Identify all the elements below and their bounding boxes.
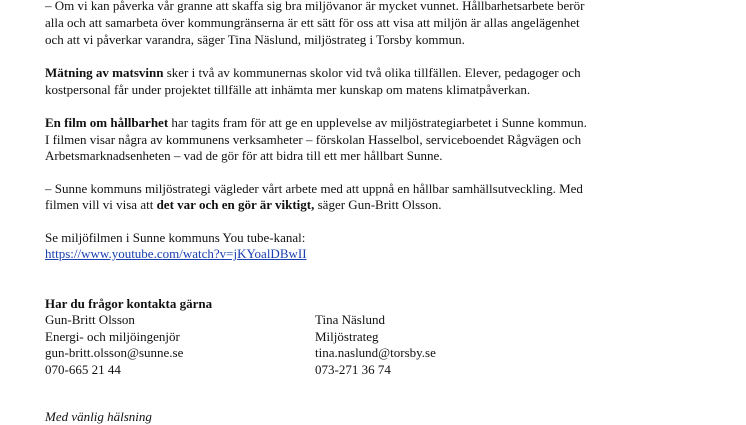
paragraph-4-line-2-pre: filmen vill vi visa att (45, 197, 157, 212)
contact-heading-text: Har du frågor kontakta gärna (45, 296, 213, 311)
paragraph-1-line-3: och att vi påverkar varandra, säger Tina Näslund, miljöstrateg i Torsby kommun. (45, 32, 465, 47)
youtube-film-link[interactable]: https://www.youtube.com/watch?v=jKYoalDBwII (45, 246, 307, 261)
paragraph-3-line-3: Arbetsmarknadsenheten – vad de gör för att bidra till ett mer hållbart Sunne. (45, 148, 443, 163)
paragraph-4-line-2 (45, 197, 441, 213)
paragraph-3-line-1 (45, 115, 587, 131)
contact-left-phone: 070-665 21 44 (45, 362, 121, 377)
closing-greeting: Med vänlig hälsning (45, 409, 152, 424)
paragraph-3-bold-lead: En film om hållbarhet (45, 115, 169, 130)
contact-right-name: Tina Näslund (315, 312, 385, 327)
paragraph-1-line-1: – Om vi kan påverka vår granne att skaffa sig bra miljövanor är mycket vunnet. Hållbarhetsarbete berör (45, 0, 585, 13)
contact-left-email: gun-britt.olsson@sunne.se (45, 345, 184, 360)
paragraph-3-line-2: I filmen visar några av kommunens verksamheter – förskolan Hasselbol, serviceboendet Rågvägen och (45, 132, 582, 147)
contact-left-name: Gun-Britt Olsson (45, 312, 135, 327)
paragraph-4-line-1: – Sunne kommuns miljöstrategi vägleder vårt arbete med att uppnå en hållbar samhällsutveckling. Med (45, 181, 583, 196)
paragraph-4-line-2-post: säger Gun-Britt Olsson. (314, 197, 442, 212)
paragraph-2-bold-lead: Mätning av matsvinn (45, 65, 164, 80)
contact-left-title: Energi- och miljöingenjör (45, 329, 180, 344)
paragraph-2-line-1 (45, 65, 581, 81)
contact-right-title: Miljöstrateg (315, 329, 379, 344)
contact-heading (45, 296, 212, 312)
film-link-line (45, 246, 307, 262)
film-intro-text: Se miljöfilmen i Sunne kommuns You tube-kanal: (45, 230, 306, 245)
paragraph-1-line-2: alla och att samarbeta över kommungränserna är ett sätt för oss att visa att miljön är allas angelägenhet (45, 15, 580, 30)
paragraph-2-line-2: kostpersonal får under projektet tillfälle att inhämta mer kunskap om matens klimatpåverkan. (45, 82, 531, 97)
paragraph-4-bold-quote: det var och en gör är viktigt, (156, 197, 315, 212)
paragraph-3-line-1-text: har tagits fram för att ge en upplevelse av miljöstrategiarbetet i Sunne kommun. (168, 115, 587, 130)
contact-right-email: tina.naslund@torsby.se (315, 345, 436, 360)
contact-right-phone: 073-271 36 74 (315, 362, 391, 377)
paragraph-2-line-1-text: sker i två av kommunernas skolor vid två olika tillfällen. Elever, pedagoger och (163, 65, 581, 80)
